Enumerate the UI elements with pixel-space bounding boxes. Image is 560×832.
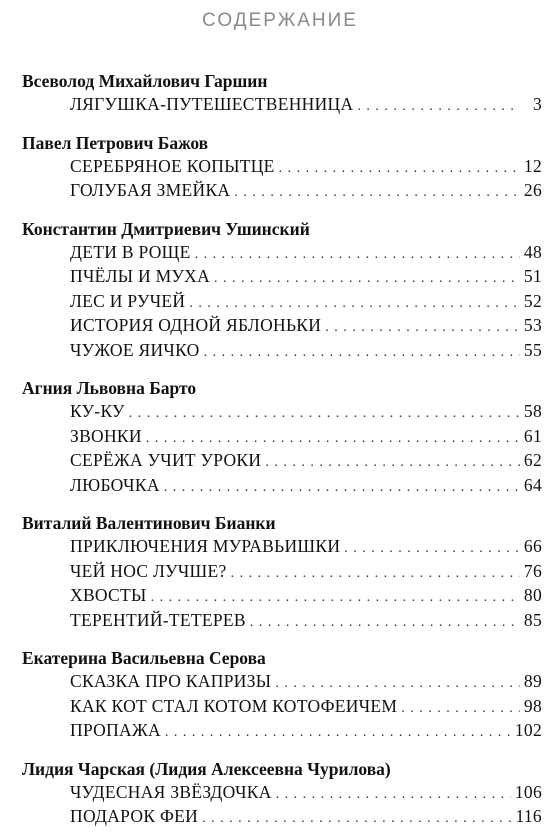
- entry-title: ПЧЁЛЫ И МУХА: [70, 266, 211, 286]
- toc-entry[interactable]: [22, 178, 542, 203]
- toc-entry[interactable]: [22, 534, 542, 559]
- entry-title: ЧЕЙ НОС ЛУЧШЕ?: [70, 560, 227, 581]
- entry-page-number: 64: [523, 474, 542, 495]
- toc-entry[interactable]: [22, 669, 542, 694]
- entry-title: ГОЛУБАЯ ЗМЕЙКА: [70, 180, 231, 200]
- entry-page-number: 52: [523, 290, 542, 311]
- dot-leader: [234, 181, 520, 206]
- toc-entry[interactable]: [22, 804, 542, 829]
- toc-entry[interactable]: [22, 559, 542, 584]
- dot-leader: [276, 783, 511, 808]
- toc-entry[interactable]: [22, 264, 542, 289]
- dot-leader: [265, 451, 520, 476]
- entry-page-number: 80: [523, 585, 542, 605]
- dot-leader: [214, 267, 520, 292]
- dot-leader: [165, 721, 511, 746]
- toc-entry[interactable]: [22, 92, 542, 117]
- toc-entry[interactable]: [22, 154, 542, 179]
- dot-leader: [344, 537, 520, 562]
- toc-entry[interactable]: [22, 313, 542, 338]
- entry-title: ЛЯГУШКА-ПУТЕШЕСТВЕННИЦА: [70, 94, 354, 114]
- entry-page-number: 66: [523, 536, 542, 556]
- toc-entry[interactable]: [22, 338, 542, 363]
- entry-page-number: 116: [515, 806, 542, 826]
- entry-title: КАК КОТ СТАЛ КОТОМ КОТОФЕИЧЕМ: [70, 695, 398, 716]
- toc-entry[interactable]: [22, 583, 542, 608]
- entry-title: ЛЕС И РУЧЕЙ: [70, 290, 186, 311]
- dot-leader: [204, 341, 520, 366]
- entry-page-number: 89: [523, 671, 542, 691]
- entry-page-number: 53: [523, 315, 542, 335]
- entry-page-number: 26: [523, 180, 542, 200]
- entry-title: ИСТОРИЯ ОДНОЙ ЯБЛОНЬКИ: [70, 315, 322, 335]
- entry-title: СКАЗКА ПРО КАПРИЗЫ: [70, 671, 272, 691]
- toc-entry[interactable]: [22, 399, 542, 424]
- toc-entry[interactable]: [22, 694, 542, 719]
- dot-leader: [195, 243, 520, 268]
- entry-page-number: 102: [514, 720, 542, 740]
- toc-entry[interactable]: [22, 240, 542, 265]
- dot-leader: [164, 476, 520, 501]
- entry-page-number: 85: [523, 609, 542, 630]
- entry-page-number: 76: [523, 560, 542, 581]
- toc-entry[interactable]: [22, 424, 542, 449]
- entry-title: ХВОСТЫ: [70, 585, 147, 605]
- dot-leader: [231, 562, 520, 587]
- entry-page-number: 3: [532, 94, 542, 114]
- dot-leader: [279, 157, 520, 182]
- entry-page-number: 48: [523, 241, 542, 262]
- entry-page-number: 98: [523, 695, 542, 716]
- entry-page-number: 106: [514, 781, 542, 802]
- entry-title: ЛЮБОЧКА: [70, 474, 160, 495]
- entry-title: ЗВОНКИ: [70, 425, 142, 446]
- toc-entry[interactable]: [22, 473, 542, 498]
- toc-entry[interactable]: [22, 448, 542, 473]
- page-title: СОДЕРЖАНИЕ: [202, 10, 358, 31]
- dot-leader: [325, 316, 520, 341]
- entry-page-number: 51: [523, 266, 542, 286]
- toc-entry[interactable]: [22, 289, 542, 314]
- entry-page-number: 55: [523, 339, 542, 360]
- entry-page-number: 62: [523, 450, 542, 470]
- author-name: Константин Дмитриевич Ушинский: [22, 218, 310, 239]
- entry-title: ПОДАРОК ФЕИ: [70, 806, 199, 826]
- author-name: Всеволод Михайлович Гаршин: [22, 71, 268, 91]
- entry-title: ТЕРЕНТИЙ-ТЕТЕРЕВ: [70, 609, 246, 630]
- dot-leader: [129, 402, 520, 427]
- author-name: Екатерина Васильевна Серова: [22, 648, 266, 668]
- entry-page-number: 58: [523, 401, 542, 421]
- entry-title: ДЕТИ В РОЩЕ: [70, 241, 191, 262]
- author-name: Агния Львовна Барто: [22, 378, 197, 398]
- entry-page-number: 61: [523, 425, 542, 446]
- entry-title: СЕРЁЖА УЧИТ УРОКИ: [70, 450, 262, 470]
- entry-title: КУ-КУ: [70, 401, 125, 421]
- entry-title: ПРИКЛЮЧЕНИЯ МУРАВЬИШКИ: [70, 536, 341, 556]
- dot-leader: [202, 807, 511, 832]
- author-name: Лидия Чарская (Лидия Алексеевна Чурилова): [22, 758, 391, 779]
- toc-list: [22, 70, 542, 829]
- entry-title: СЕРЕБРЯНОЕ КОПЫТЦЕ: [70, 155, 275, 176]
- dot-leader: [250, 611, 520, 636]
- entry-title: ЧУДЕСНАЯ ЗВЁЗДОЧКА: [70, 781, 272, 802]
- entry-page-number: 12: [523, 155, 542, 176]
- toc-entry[interactable]: [22, 780, 542, 805]
- dot-leader: [401, 697, 520, 722]
- entry-title: ЧУЖОЕ ЯИЧКО: [70, 339, 200, 360]
- toc-entry[interactable]: [22, 608, 542, 633]
- toc-entry[interactable]: [22, 718, 542, 743]
- author-name: Павел Петрович Бажов: [22, 132, 209, 153]
- entry-title: ПРОПАЖА: [70, 720, 161, 740]
- dot-leader: [357, 95, 520, 120]
- author-name: Виталий Валентинович Бианки: [22, 513, 276, 533]
